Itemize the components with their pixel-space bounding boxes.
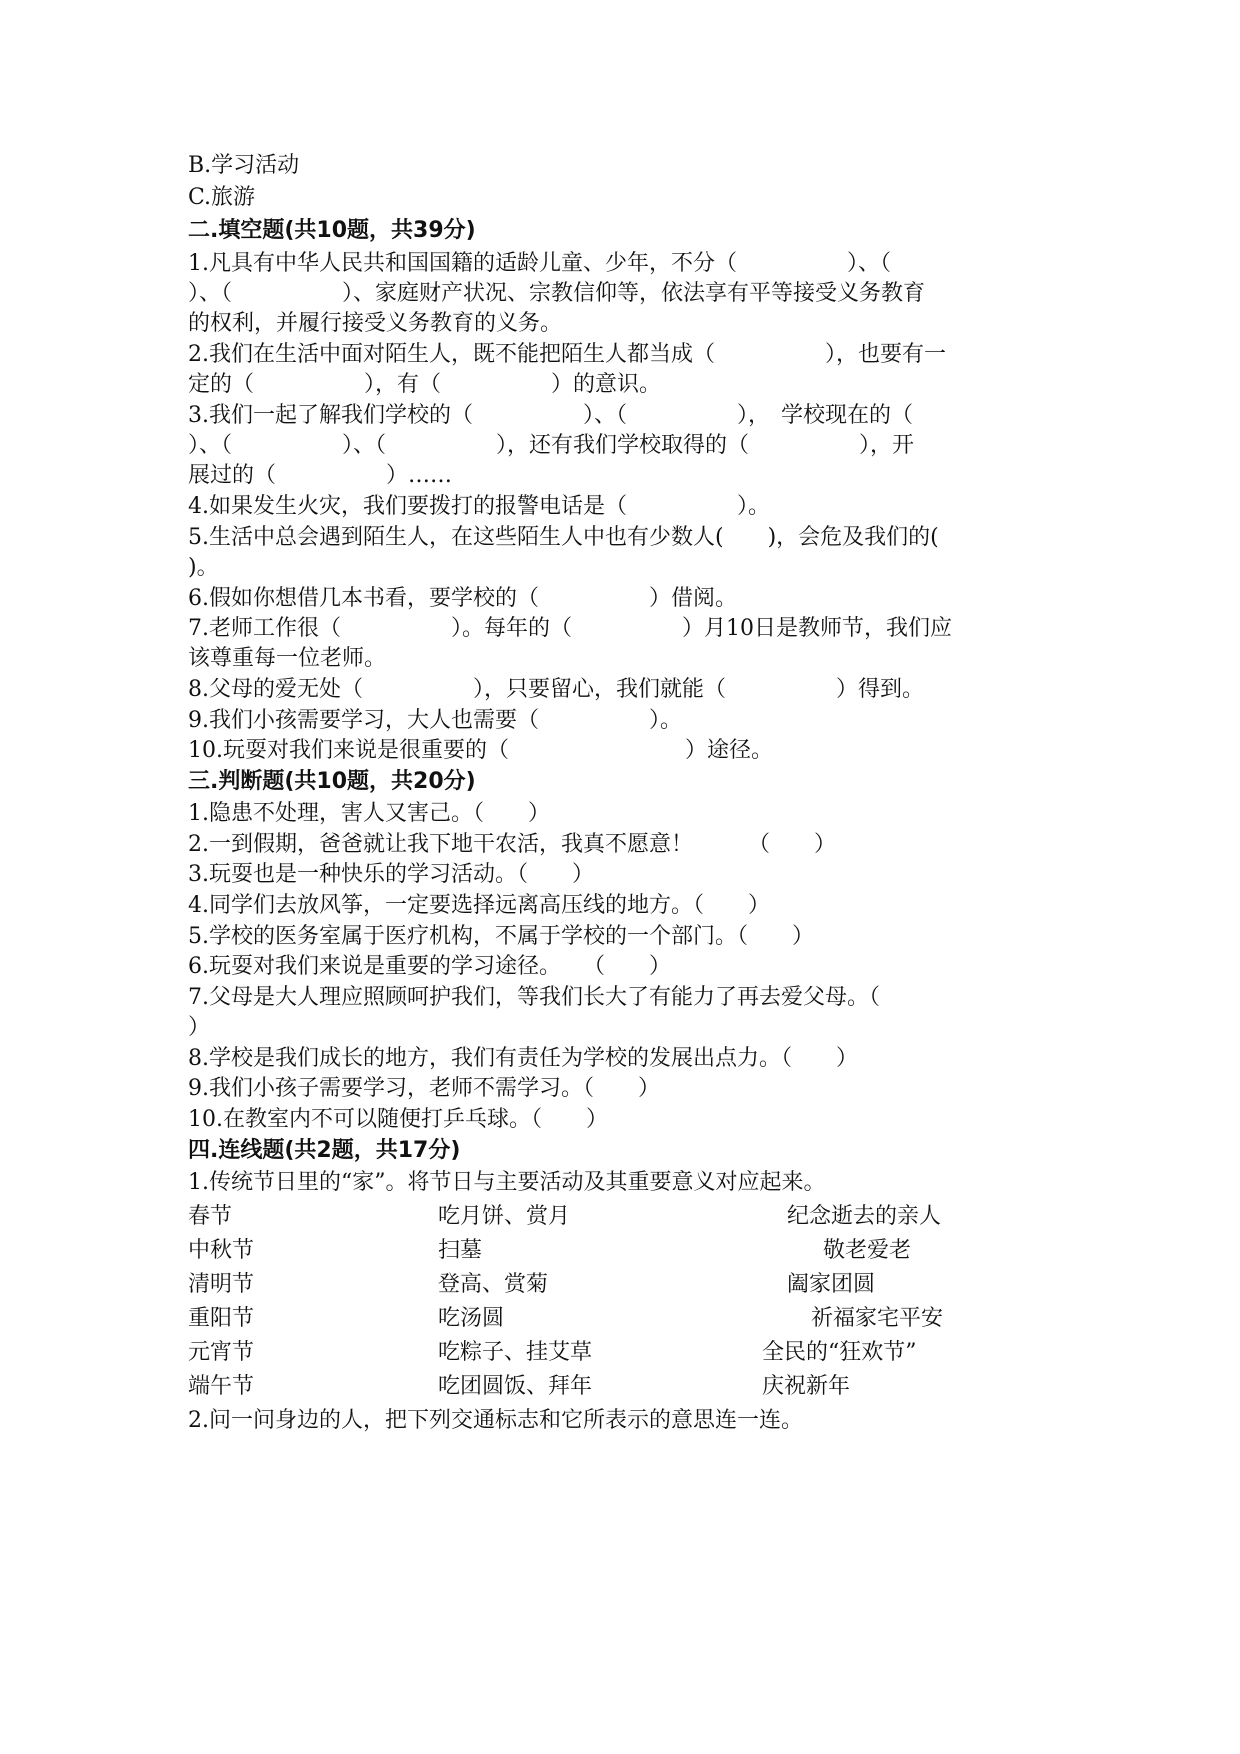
festival-item: 春节 <box>188 1204 233 1229</box>
fill-q8: 8.父母的爱无处（ ），只要留心，我们就能（ ）得到。 <box>188 677 924 702</box>
fill-q2-line1: 2.我们在生活中面对陌生人，既不能把陌生人都当成（ ），也要有一 <box>188 342 946 367</box>
fill-q5-line2: )。 <box>188 555 219 580</box>
fill-q9: 9.我们小孩需要学习，大人也需要（ ）。 <box>188 708 682 733</box>
fill-q3-line3: 展过的（ ）…… <box>188 463 453 488</box>
meaning-item: 阖家团圆 <box>787 1272 876 1297</box>
activity-item: 扫墓 <box>438 1238 483 1263</box>
fill-q1-line2: ）、（ ）、家庭财产状况、宗教信仰等，依法享有平等接受义务教育 <box>188 281 926 306</box>
tf-q2: 2.一到假期，爸爸就让我下地干农活，我真不愿意！ （ ） <box>188 832 836 857</box>
option-b: B.学习活动 <box>188 153 300 178</box>
section-fill-blank-heading: 二.填空题(共10题，共39分) <box>188 218 476 243</box>
meaning-item: 全民的“狂欢节” <box>762 1340 917 1365</box>
activity-item: 吃汤圆 <box>438 1306 505 1331</box>
meaning-item: 祈福家宅平安 <box>811 1306 944 1331</box>
tf-q1: 1.隐患不处理，害人又害己。（ ） <box>188 801 550 826</box>
section-matching-heading: 四.连线题(共2题，共17分) <box>188 1138 461 1163</box>
fill-q4: 4.如果发生火灾，我们要拨打的报警电话是（ ）。 <box>188 494 770 519</box>
tf-q6: 6.玩耍对我们来说是重要的学习途径。 （ ） <box>188 954 671 979</box>
tf-q3: 3.玩耍也是一种快乐的学习活动。（ ） <box>188 862 594 887</box>
activity-item: 吃粽子、挂艾草 <box>438 1340 593 1365</box>
match-q1-prompt: 1.传统节日里的“家”。将节日与主要活动及其重要意义对应起来。 <box>188 1170 826 1195</box>
meaning-item: 庆祝新年 <box>762 1374 851 1399</box>
tf-q7-line1: 7.父母是大人理应照顾呵护我们，等我们长大了有能力了再去爱父母。（ <box>188 985 880 1010</box>
fill-q7-line1: 7.老师工作很（ ）。每年的（ ）月10日是教师节，我们应 <box>188 616 952 641</box>
tf-q5: 5.学校的医务室属于医疗机构，不属于学校的一个部门。（ ） <box>188 924 814 949</box>
tf-q10: 10.在教室内不可以随便打乒乓球。（ ） <box>188 1107 608 1132</box>
festival-item: 中秋节 <box>188 1238 255 1263</box>
fill-q10: 10.玩耍对我们来说是很重要的（ ）途径。 <box>188 738 773 763</box>
tf-q4: 4.同学们去放风筝，一定要选择远离高压线的地方。（ ） <box>188 893 770 918</box>
fill-q1-line3: 的权利，并履行接受义务教育的义务。 <box>188 311 563 336</box>
fill-q2-line2: 定的（ ），有（ ）的意识。 <box>188 372 662 397</box>
fill-q3-line2: ）、（ ）、（ ），还有我们学校取得的（ ），开 <box>188 433 915 458</box>
activity-item: 吃团圆饭、拜年 <box>438 1374 593 1399</box>
fill-q6: 6.假如你想借几本书看，要学校的（ ）借阅。 <box>188 586 737 611</box>
meaning-item: 纪念逝去的亲人 <box>787 1204 942 1229</box>
tf-q7-line2: ） <box>188 1015 211 1040</box>
section-true-false-heading: 三.判断题(共10题，共20分) <box>188 769 476 794</box>
festival-item: 端午节 <box>188 1374 255 1399</box>
activity-item: 登高、赏菊 <box>438 1272 549 1297</box>
fill-q5-line1: 5.生活中总会遇到陌生人，在这些陌生人中也有少数人( )，会危及我们的( <box>188 525 939 550</box>
tf-q8: 8.学校是我们成长的地方，我们有责任为学校的发展出点力。（ ） <box>188 1046 858 1071</box>
festival-item: 重阳节 <box>188 1306 255 1331</box>
fill-q7-line2: 该尊重每一位老师。 <box>188 646 387 671</box>
fill-q3-line1: 3.我们一起了解我们学校的（ ）、（ ）， 学校现在的（ <box>188 403 913 428</box>
tf-q9: 9.我们小孩子需要学习，老师不需学习。（ ） <box>188 1076 660 1101</box>
fill-q1-line1: 1.凡具有中华人民共和国国籍的适龄儿童、少年，不分（ ）、（ <box>188 251 891 276</box>
festival-item: 元宵节 <box>188 1340 255 1365</box>
option-c: C.旅游 <box>188 185 256 210</box>
match-q2-prompt: 2.问一问身边的人，把下列交通标志和它所表示的意思连一连。 <box>188 1408 803 1433</box>
festival-item: 清明节 <box>188 1272 255 1297</box>
meaning-item: 敬老爱老 <box>823 1238 912 1263</box>
activity-item: 吃月饼、赏月 <box>438 1204 571 1229</box>
